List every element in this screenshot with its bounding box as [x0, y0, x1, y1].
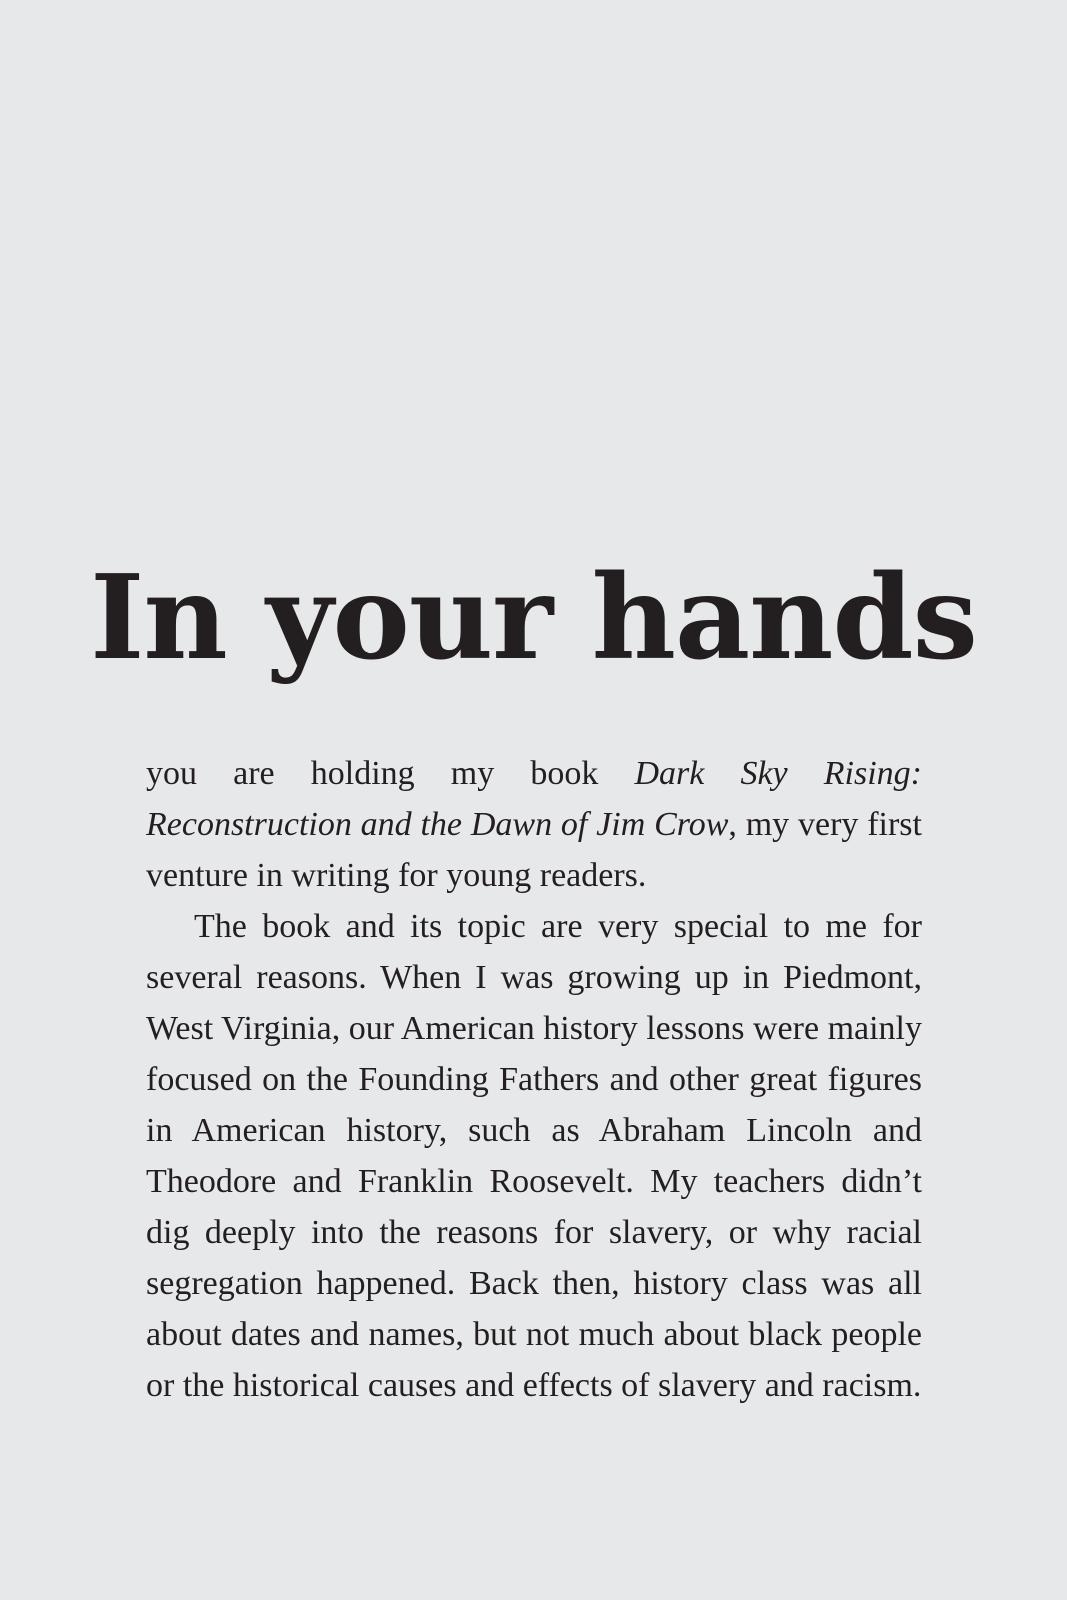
paragraph-body: The book and its topic are very special to me for several reasons. When I was growing up in Piedmont, West Virginia, our American history lessons were mainly focused on the Founding Fathers and other great figures in American history, such as Abraham Lincoln and Theodore and Franklin Roosevelt. My teachers didn’t dig deeply into the reasons for slavery, or why racial segregation happened. Back then, history class was all about dates and names, but not much about black people or the historical causes and effects of slavery and racism. — [146, 908, 922, 1404]
paragraph-intro-rest: , my very first venture in writing for young readers. — [146, 806, 922, 894]
paragraph-intro — [146, 748, 922, 901]
paragraph-intro-lead: you are holding my book — [146, 755, 635, 792]
body-text — [146, 748, 922, 1411]
book-title: Dark Sky Rising: Reconstruction and the Dawn of Jim Crow — [146, 755, 922, 843]
chapter-title: In your hands — [90, 550, 977, 686]
